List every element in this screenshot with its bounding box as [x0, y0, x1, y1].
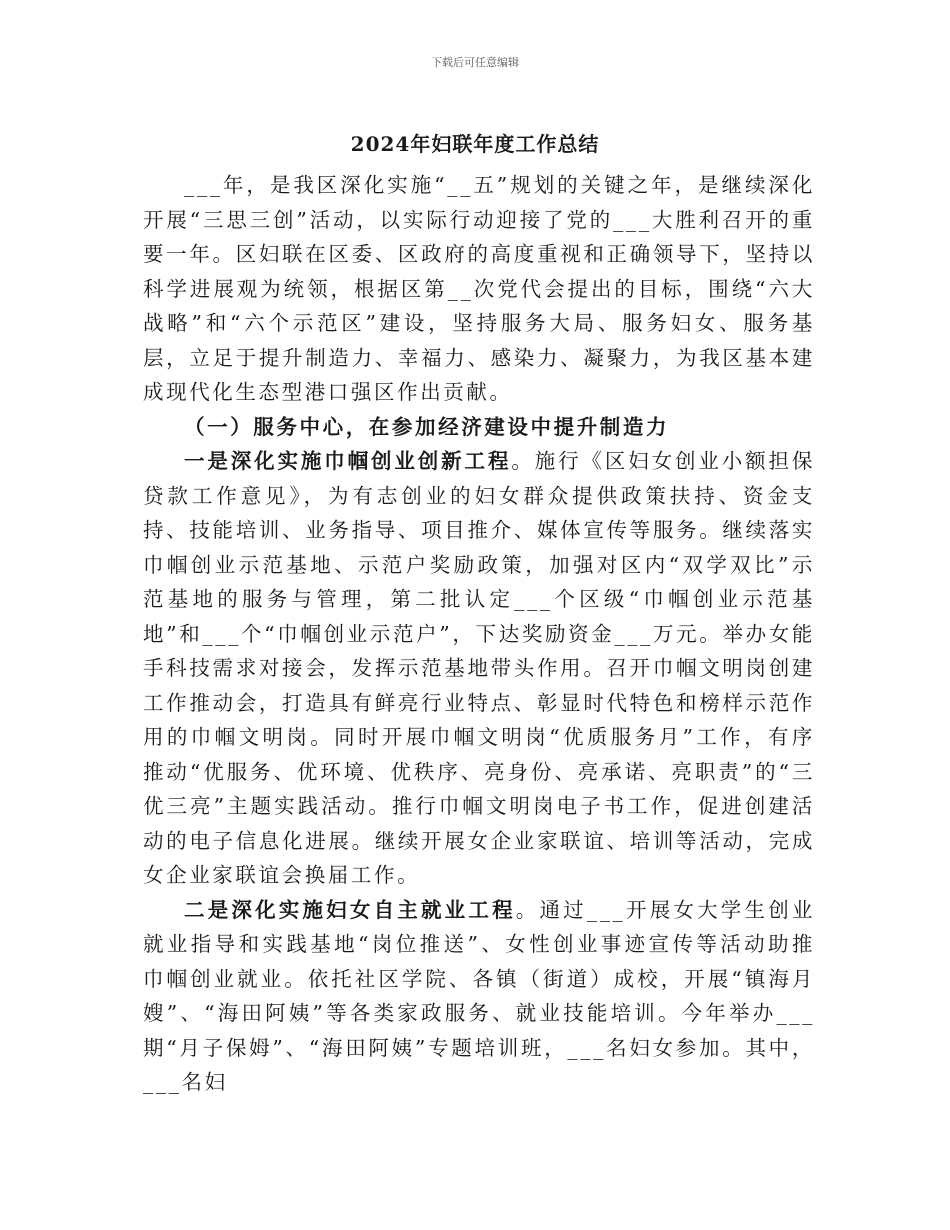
section-heading: （一）服务中心，在参加经济建设中提升制造力 — [184, 414, 670, 439]
paragraph-lead: 一是深化实施巾帼创业创新工程 — [184, 449, 512, 473]
header-note: 下载后可任意编辑 — [431, 56, 519, 69]
paragraph-lead: 二是深化实施妇女自主就业工程 — [184, 897, 516, 922]
intro-paragraph: ___年，是我区深化实施“__五”规划的关键之年，是继续深化开展“三思三创”活动，以实际行动迎接了党的___大胜利召开的重要一年。区妇联在区委、区政府的高度重视和正确领导下，坚持以科学进展观为统领，根据区第__次党代会提出的目标，围绕“六大战略”和“六个示范区”建设，坚持服务大局、服务妇女、服务基层，立足于提升制造力、幸福力、感染力、凝聚力，为我区基本建成现代化生态型港口强区作出贡献。 — [143, 173, 815, 404]
paragraph-employment — [143, 893, 815, 1100]
paragraph-text: 。施行《区妇女创业小额担保贷款工作意见》，为有志创业的妇女群众提供政策扶持、资金支持、技能培训、业务指导、项目推介、媒体宣传等服务。继续落实巾帼创业示范基地、示范户奖励政策，加强对区内“双学双比”示范基地的服务与管理，第二批认定___个区级“巾帼创业示范基地”和___个“巾帼创业示范户”，下达奖励资金___万元。举办女能手科技需求对接会，发挥示范基地带头作用。召开巾帼文明岗创建工作推动会，打造具有鲜亮行业特点、彰显时代特色和榜样示范作用的巾帼文明岗。同时开展巾帼文明岗“优质服务月”工作，有序推动“优服务、优环境、优秩序、亮身份、亮承诺、亮职责”的“三优三亮”主题实践活动。推行巾帼文明岗电子书工作，促进创建活动的电子信息化进展。继续开展女企业家联谊、培训等活动，完成女企业家联谊会换届工作。 — [143, 449, 815, 887]
paragraph-entrepreneurship — [143, 444, 815, 893]
document-title: 2024年妇联年度工作总结 — [350, 132, 600, 156]
document-body — [143, 168, 815, 1100]
paragraph-text: 。通过___开展女大学生创业就业指导和实践基地“岗位推送”、女性创业事迹宣传等活动助推巾帼创业就业。依托社区学院、各镇（街道）成校，开展“镇海月嫂”、“海田阿姨”等各类家政服务、就业技能培训。今年举办___期“月子保姆”、“海田阿姨”专题培训班，___名妇女参加。其中，___名妇 — [143, 897, 815, 1094]
